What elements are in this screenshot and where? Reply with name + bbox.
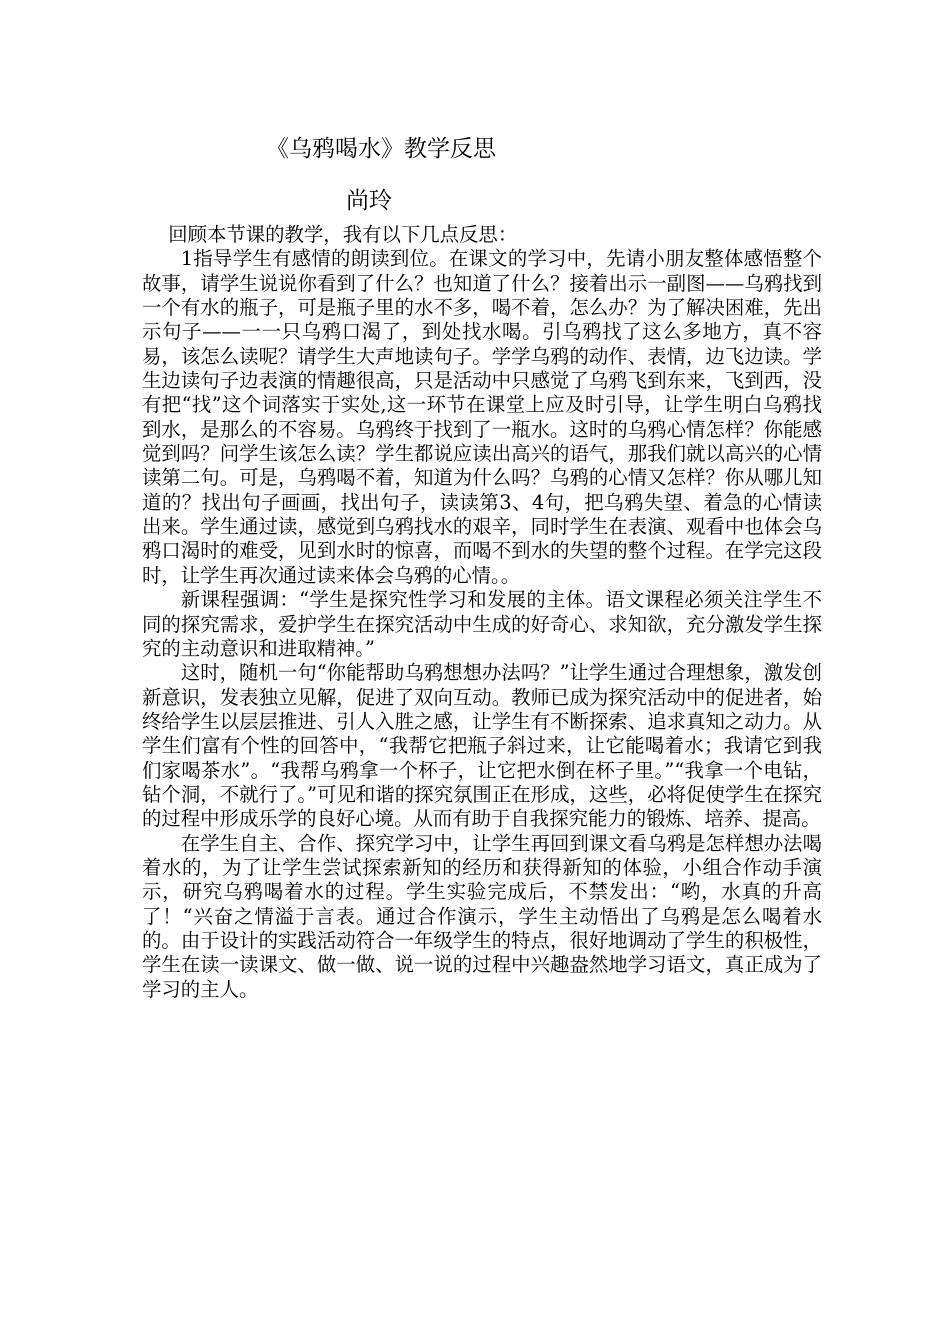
paragraph-curriculum: 新课程强调：“学生是探究性学习和发展的主体。语文课程必须关注学生不同的探究需求，爱护学生在探究活动中生成的好奇心、求知欲，充分激发学生探究的主动意识和进取精神。” — [142, 588, 822, 660]
paragraph-intro: 回顾本节课的教学，我有以下几点反思： — [168, 223, 518, 246]
document-body — [142, 223, 822, 1002]
paragraph-interaction: 这时，随机一句“你能帮助乌鸦想想办法吗？”让学生通过合理想象，激发创新意识，发表独立见解，促进了双向互动。教师已成为探究活动中的促进者，始终给学生以层层推进、引人入胜之感，让学生有不断探索、追求真知之动力。从学生们富有个性的回答中，“我帮它把瓶子斜过来，让它能喝着水；我请它到我们家喝茶水”。“我帮乌鸦拿一个杯子，让它把水倒在杯子里。”“我拿一个电钻，钻个洞，不就行了。”可见和谐的探究氛围正在形成，这些，必将促使学生在探究的过程中形成乐学的良好心境。从而有助于自我探究能力的锻炼、培养、提高。 — [142, 661, 822, 831]
paragraph-cooperation: 在学生自主、合作、探究学习中，让学生再回到课文看乌鸦是怎样想办法喝着水的，为了让学生尝试探索新知的经历和获得新知的体验，小组合作动手演示，研究乌鸦喝着水的过程。学生实验完成后，不禁发出：“哟，水真的升高了！“兴奋之情溢于言表。通过合作演示，学生主动悟出了乌鸦是怎么喝着水的。由于设计的实践活动符合一年级学生的特点，很好地调动了学生的积极性，学生在读一读课文、做一做、说一说的过程中兴趣盎然地学习语文，真正成为了学习的主人。 — [142, 831, 822, 1001]
paragraph-reading: 1指导学生有感情的朗读到位。在课文的学习中，先请小朋友整体感悟整个故事，请学生说说你看到了什么？也知道了什么？接着出示一副图——乌鸦找到一个有水的瓶子，可是瓶子里的水不多，喝不着，怎么办？为了解决困难，先出示句子——一一只乌鸦口渴了，到处找水喝。引乌鸦找了这么多地方，真不容易，该怎么读呢？请学生大声地读句子。学学乌鸦的动作、表情，边飞边读。学生边读句子边表演的情趣很高，只是活动中只感觉了乌鸦飞到东来，飞到西，没有把“找”这个词落实于实处,这一环节在课堂上应及时引导，让学生明白乌鸦找到水，是那么的不容易。乌鸦终于找到了一瓶水。这时的乌鸦心情怎样？你能感觉到吗？问学生该怎么读？学生都说应读出高兴的语气，那我们就以高兴的心情读第二句。可是，乌鸦喝不着，知道为什么吗？乌鸦的心情又怎样？你从哪儿知道的？找出句子画画，找出句子，读读第3、4句，把乌鸦失望、着急的心情读出来。学生通过读，感觉到乌鸦找水的艰辛，同时学生在表演、观看中也体会乌鸦口渴时的难受，见到水时的惊喜，而喝不到水的失望的整个过程。在学完这段时，让学生再次通过读来体会乌鸦的心情。。 — [142, 247, 822, 587]
document-title: 《乌鸦喝水》教学反思 — [266, 136, 496, 162]
document-author: 尚玲 — [346, 188, 392, 214]
